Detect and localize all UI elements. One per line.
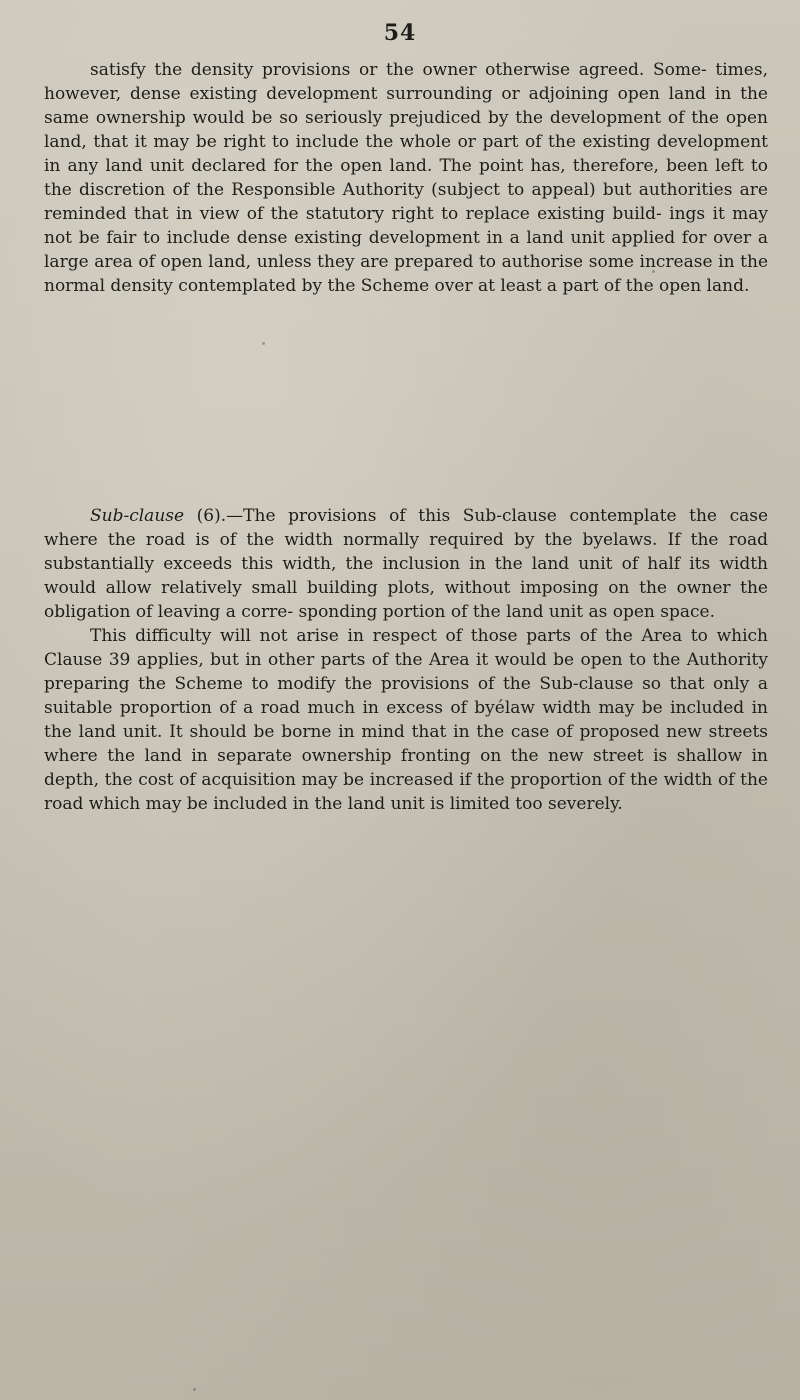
page-number: 54 — [383, 20, 417, 46]
subclause-section — [44, 504, 768, 816]
subclause-heading: Sub-clause — [90, 506, 185, 526]
paper-speck — [652, 270, 655, 273]
difficulty-paragraph: This difficulty will not arise in respect of those parts of the Area to which Clause 39 applies, but in other parts of the Area it would be open to the Authority preparing the Scheme to modify the provisions of the Sub-clause so that only a suitable proportion of a road much in excess of byélaw width may be included in the land unit. It should be borne in mind that in the case of proposed new streets where the land in separate ownership fronting on the new street is shallow in depth, the cost of acquisition may be increased if the proportion of the width of the road which may be included in the land unit is limited too severely. — [44, 626, 768, 814]
paper-speck — [262, 342, 265, 345]
continuation-section — [44, 58, 768, 298]
paper-speck — [193, 1388, 196, 1391]
continuation-paragraph: satisfy the density provisions or the owner otherwise agreed. Some- times, however, dense existing development surrounding or adjoining open land in the same ownership would be so seriously prejudiced by the development of the open land, that it may be right to include the whole or part of the existing development in any land unit declared for the open land. The point has, therefore, been left to the discretion of the Responsible Authority (subject to appeal) but authorities are reminded that in view of the statutory right to replace existing build- ings it may not be fair to include dense existing development in a land unit applied for over a large area of open land, unless they are prepared to authorise some increase in the normal density contemplated by the Scheme over at least a part of the open land. — [44, 60, 768, 296]
subclause-number: (6). — [184, 506, 227, 526]
subclause-paragraph — [44, 504, 768, 624]
subclause-body: —The provisions of this Sub-clause contemplate the case where the road is of the width normally required by the byelaws. If the road substantially exceeds this width, the inclusion in the land unit of half its width would allow relatively small building plots, without imposing on the owner the obligation of leaving a corre- sponding portion of the land unit as open space. — [44, 506, 769, 622]
